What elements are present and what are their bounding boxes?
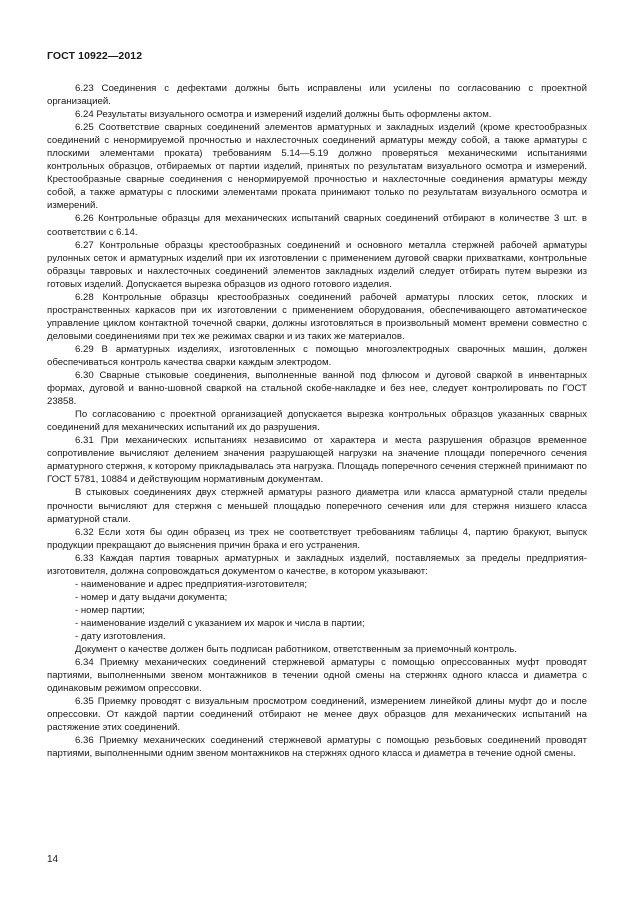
page-number: 14 — [47, 854, 59, 865]
list-item: - номер партии; — [75, 604, 145, 616]
list-item: - номер и дату выдачи документа; — [75, 591, 228, 603]
paragraph-6-28: 6.28 Контрольные образцы крестообразных соединений рабочей арматуры плоских сеток, плоских и пространственных каркасов при их изготовлении с применением оборудования, обеспечивающего автоматическое управление циклом контактной точечной сварки, должны изготовляться в произвольный момент времени совместно с деловыми соединениями при тех же режимах сварки и из таких же материалов. — [47, 291, 587, 342]
document-header: ГОСТ 10922—2012 — [47, 50, 143, 62]
list-item: - дату изготовления. — [75, 630, 166, 642]
paragraph-6-30: 6.30 Сварные стыковые соединения, выполненные ванной под флюсом и дуговой сваркой в инвентарных формах, дуговой и ванно-шовной сваркой на стальной скобе-накладке и без нее, следует контролировать по ГОСТ 23858. — [47, 370, 587, 408]
paragraph-6-36: 6.36 Приемку механических соединений стержневой арматуры с помощью резьбовых соединений проводят партиями, выполненными одним звеном монтажников на стержнях одного класса и диаметра в течение одной смены. — [47, 735, 587, 760]
paragraph-6-31-note: В стыковых соединениях двух стержней арматуры разного диаметра или класса арматурной стали пределы прочности вычисляют для стержня с меньшей площадью поперечного сечения или для стержня низшего класса арматурной стали. — [47, 487, 587, 525]
paragraph-6-34: 6.34 Приемку механических соединений стержневой арматуры с помощью опрессованных муфт проводят партиями, выполненными звеном монтажников в течении одной смены на стержнях одного класса и диаметра с одинаковым режимом опрессовки. — [47, 657, 587, 695]
paragraph-6-26: 6.26 Контрольные образцы для механических испытаний сварных соединений отбирают в количестве 3 шт. в соответствии с 6.14. — [47, 213, 587, 238]
paragraph-6-23: 6.23 Соединения с дефектами должны быть исправлены или усилены по согласованию с проектной организацией. — [47, 83, 587, 108]
paragraph-6-33-note: Документ о качестве должен быть подписан работником, ответственным за приемочный контроль. — [75, 644, 517, 656]
list-item: - наименование изделий с указанием их марок и числа в партии; — [75, 617, 365, 629]
paragraph-6-24: 6.24 Результаты визуального осмотра и измерений изделий должны быть оформлены актом. — [75, 109, 492, 121]
paragraph-6-30-note: По согласованию с проектной организацией допускается вырезка контрольных образцов указанных сварных соединений для механических испытаний их до разрушения. — [47, 409, 587, 434]
paragraph-6-27: 6.27 Контрольные образцы крестообразных соединений и основного металла стержней рабочей арматуры рулонных сеток и арматурных изделий при их изготовлении с применением дуговой сварки прихватками, контрольные образцы тавровых и нахлесточных соединений элементов закладных изделий следует отбирать путем вырезки из готовых изделий. Допускается вырезка образцов из одного готового изделия. — [47, 239, 587, 290]
paragraph-6-31: 6.31 При механических испытаниях независимо от характера и места разрушения образцов временное сопротивление вычисляют делением значения разрушающей нагрузки на значение площади поперечного сечения арматурного стержня, к которому прикладывалась эта нагрузка. Площадь поперечного сечения стержней принимают по ГОСТ 5781, 10884 и действующим нормативным документам. — [47, 435, 587, 486]
paragraph-6-33: 6.33 Каждая партия товарных арматурных и закладных изделий, поставляемых за пределы предприятия-изготовителя, должна сопровождаться документом о качестве, в котором указывают: — [47, 552, 587, 577]
paragraph-6-25: 6.25 Соответствие сварных соединений элементов арматурных и закладных изделий (кроме крестообразных соединений с ненормируемой прочностью и нахлесточных соединений арматуры между собой, а также арматуры с плоскими элементами проката) требованиям 5.14—5.19 должно проверяться механическими испытаниями контрольных образцов, отбираемых от партии изделий, принятых по результатам визуального осмотра и измерений. Крестообразные сварные соединения с ненормируемой прочностью и нахлесточные соединения арматуры между собой, а также арматуры с плоскими элементами проката принимают только по результатам визуального осмотра и измерений. — [47, 122, 587, 212]
paragraph-6-32: 6.32 Если хотя бы один образец из трех не соответствует требованиям таблицы 4, партию бракуют, выпуск продукции прекращают до выяснения причин брака и его устранения. — [47, 526, 587, 551]
paragraph-6-35: 6.35 Приемку проводят с визуальным просмотром соединений, измерением линейкой длины муфт до и после опрессовки. От каждой партии соединений отбирают не менее двух образцов для механических испытаний на растяжение этих соединений. — [47, 696, 587, 734]
paragraph-6-29: 6.29 В арматурных изделиях, изготовленных с помощью многоэлектродных сварочных машин, должен обеспечиваться контроль качества сварки каждым электродом. — [47, 343, 587, 368]
document-body — [47, 82, 587, 760]
list-item: - наименование и адрес предприятия-изготовителя; — [75, 578, 307, 590]
